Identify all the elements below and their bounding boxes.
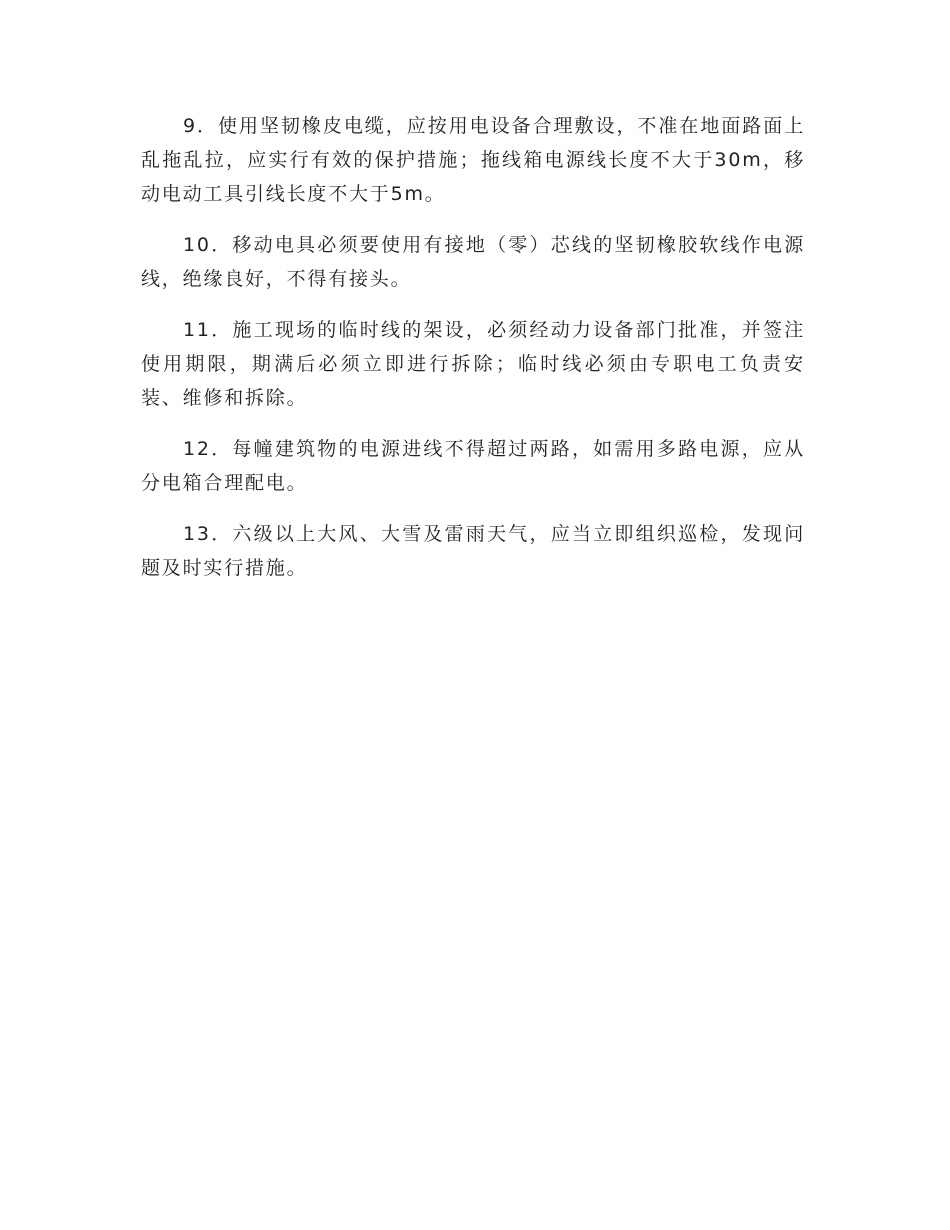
document-body xyxy=(141,109,805,602)
paragraph-item-11: 11．施工现场的临时线的架设，必须经动力设备部门批准，并签注使用期限，期满后必须立即进行拆除；临时线必须由专职电工负责安装、维修和拆除。 xyxy=(141,319,805,409)
paragraph-item-12: 12．每幢建筑物的电源进线不得超过两路，如需用多路电源，应从分电箱合理配电。 xyxy=(141,438,805,494)
paragraph-item-10: 10．移动电具必须要使用有接地（零）芯线的坚韧橡胶软线作电源线，绝缘良好，不得有接头。 xyxy=(141,234,805,290)
paragraph-item-9: 9．使用坚韧橡皮电缆，应按用电设备合理敷设，不准在地面路面上乱拖乱拉，应实行有效的保护措施；拖线箱电源线长度不大于30m，移动电动工具引线长度不大于5m。 xyxy=(141,115,805,205)
paragraph-item-13: 13．六级以上大风、大雪及雷雨天气，应当立即组织巡检，发现问题及时实行措施。 xyxy=(141,523,805,579)
